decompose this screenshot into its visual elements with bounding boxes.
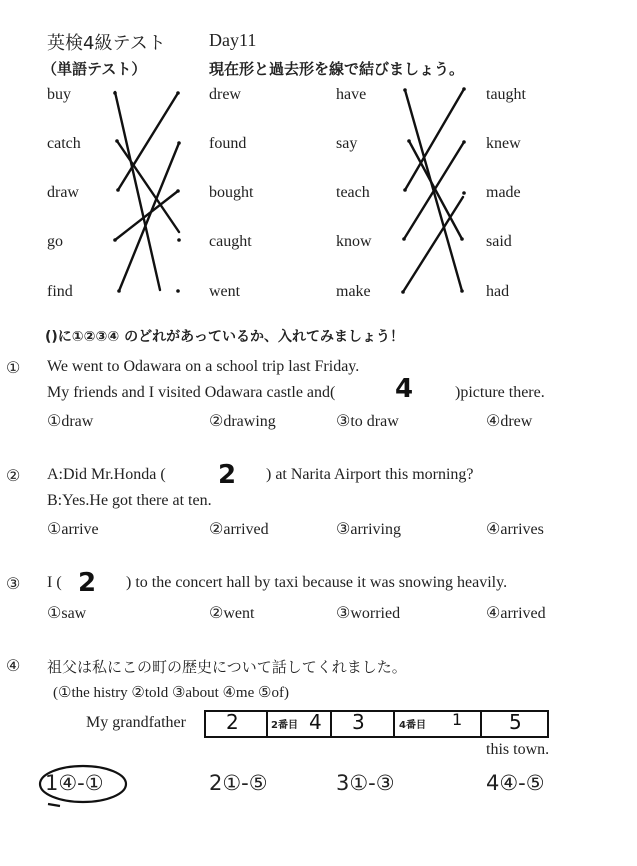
box-4-label: 4番目 [399, 720, 426, 731]
option-4: ④drew [486, 413, 533, 430]
option-2: ②went [209, 605, 255, 622]
question-text: B:Yes.He got there at ten. [47, 492, 212, 509]
box-5-answer: 5 [509, 710, 522, 734]
option-1: ①saw [47, 605, 87, 622]
word-taught: taught [486, 86, 526, 103]
word-find: find [47, 283, 73, 300]
handwritten-answer: 4 [395, 374, 414, 404]
word-said: said [486, 233, 512, 250]
box-2-answer: 4 [309, 710, 322, 734]
word-drew: drew [209, 86, 241, 103]
word-draw: draw [47, 184, 79, 201]
word-teach: teach [336, 184, 370, 201]
answer-1: 1④-① [45, 771, 104, 795]
option-4: ④arrived [486, 605, 546, 622]
question-text-part1: A:Did Mr.Honda ( [47, 466, 166, 483]
question-text-part2: ) at Narita Airport this morning? [266, 466, 474, 483]
subtitle: （単語テスト） [42, 60, 147, 78]
word-bought: bought [209, 184, 254, 201]
test-title: 英検4級テスト [47, 33, 166, 54]
answer-2: 2①-⑤ [209, 771, 268, 795]
question-number: ③ [6, 576, 21, 593]
word-buy: buy [47, 86, 71, 103]
option-3: ③arriving [336, 521, 401, 538]
option-2: ②arrived [209, 521, 269, 538]
line-teach-taught [405, 89, 464, 190]
box-4-answer: 1 [452, 710, 463, 729]
question-text: We went to Odawara on a school trip last Friday. [47, 358, 360, 375]
word-go: go [47, 233, 63, 250]
word-know: know [336, 233, 372, 250]
line-buy-went [115, 92, 160, 290]
question-text-part2: )picture there. [455, 384, 545, 401]
matching-instruction: 現在形と過去形を線で結びましょう。 [209, 60, 465, 78]
question-number: ② [6, 468, 21, 485]
word-choices: (①the histry ②told ③about ④me ⑤of) [53, 685, 289, 701]
word-made: made [486, 184, 521, 201]
handwritten-answer: 2 [218, 460, 237, 490]
box-2-label: 2番目 [271, 720, 298, 731]
word-knew: knew [486, 135, 521, 152]
option-1: ①arrive [47, 521, 99, 538]
answer-box-grid [205, 711, 548, 737]
day-label: Day11 [209, 30, 257, 50]
option-3: ③worried [336, 605, 401, 622]
answer-4: 4④-⑤ [486, 771, 545, 795]
question-text-part2: ) to the concert hall by taxi because it was snowing heavily. [126, 574, 508, 591]
option-4: ④arrives [486, 521, 544, 538]
answer-3: 3①-③ [336, 771, 395, 795]
word-have: have [336, 86, 367, 103]
section2-instruction: ()に①②③④ のどれがあっているか、入れてみましょう！ [45, 329, 404, 345]
question-number: ① [6, 360, 21, 377]
box-3-answer: 3 [352, 710, 365, 734]
word-say: say [336, 135, 358, 152]
box-1-answer: 2 [226, 710, 239, 734]
option-1: ①draw [47, 413, 94, 430]
question-text-part1: My friends and I visited Odawara castle and( [47, 384, 336, 401]
word-make: make [336, 283, 371, 300]
handwritten-answer: 2 [78, 568, 97, 598]
line-make-made [403, 197, 463, 292]
option-2: ②drawing [209, 413, 276, 430]
question-text: 祖父は私にこの町の歴史について話してくれました。 [47, 658, 407, 676]
question-number: ④ [6, 658, 21, 675]
question-text-part1: I ( [47, 574, 62, 591]
option-3: ③to draw [336, 413, 399, 430]
word-had: had [486, 283, 510, 300]
word-caught: caught [209, 233, 252, 250]
word-found: found [209, 135, 247, 152]
sentence-suffix: this town. [486, 741, 550, 758]
word-went: went [209, 283, 241, 300]
sentence-prefix: My grandfather [86, 714, 186, 731]
word-catch: catch [47, 135, 81, 152]
